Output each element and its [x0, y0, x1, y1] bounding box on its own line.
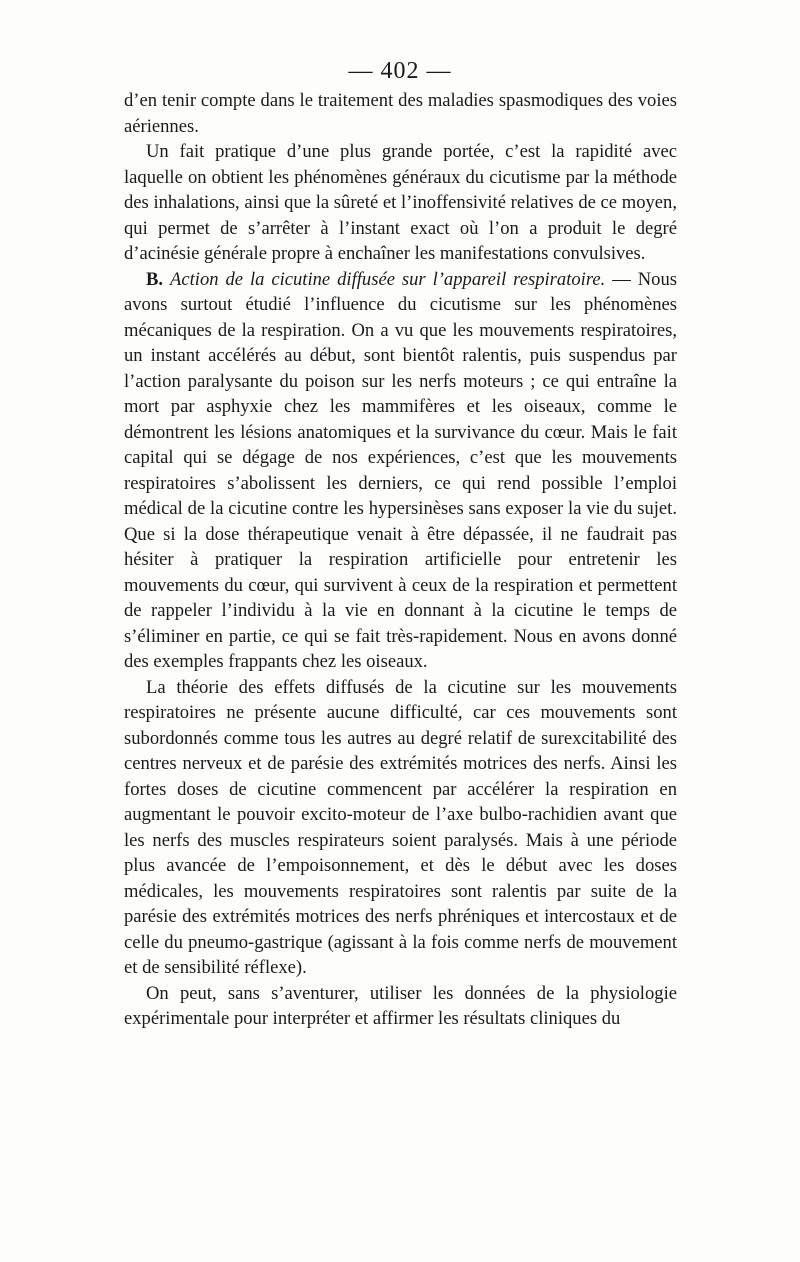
paragraph-continuation: d’en tenir compte dans le traitement des maladies spasmodiques des voies aériennes. [124, 90, 677, 137]
paragraph-physiology: On peut, sans s’aventurer, utiliser les données de la physiologie expérimentale pour interpréter et affirmer les résultats cliniques du [124, 982, 677, 1029]
section-heading: Action de la cicutine diffusée sur l’appareil respiratoire. [170, 268, 606, 290]
page-number: — 402 — [348, 58, 452, 84]
paragraph-section-b [124, 267, 677, 675]
paragraph-inhalations: Un fait pratique d’une plus grande portée, c’est la rapidité avec laquelle on obtient les phénomènes généraux du cicutisme par la méthode des inhalations, ainsi que la sûreté et l’inoffensivité relatives de ce moyen, qui permet de s’arrêter à l’instant exact où l’on a produit le degré d’acinésie générale propre à enchaîner les manifestations convulsives. [124, 141, 677, 264]
section-body: — Nous avons surtout étudié l’influence du cicutisme sur les phénomènes mécaniques de la respiration. On a vu que les mouvements respiratoires, un instant accélérés au début, sont bientôt ralentis, puis suspendus par l’action paralysante du poison sur les nerfs moteurs ; ce qui entraîne la mort par asphyxie chez les mammifères et les oiseaux, comme le démontrent les lésions anatomiques et la survivance du cœur. Mais le fait capital qui se dégage de nos expériences, c’est que les mouvements respiratoires s’abolissent les derniers, ce qui rend possible l’emploi médical de la cicutine contre les hypersinèses sans exposer la vie du sujet. Que si la dose thérapeutique venait à être dépassée, il ne faudrait pas hésiter à pratiquer la respiration artificielle pour entretenir les mouvements du cœur, qui survivent à ceux de la respiration et permettent de rappeler l’individu à la vie en donnant à la cicutine le temps de s’éliminer en partie, ce qui se fait très-rapidement. Nous en avons donné des exemples frappants chez les oiseaux. [124, 268, 677, 672]
paragraph-theory: La théorie des effets diffusés de la cicutine sur les mouvements respiratoires ne présente aucune difficulté, car ces mouvements sont subordonnés comme tous les autres au degré relatif de surexcitabilité des centres nerveux et de parésie des extrémités motrices des nerfs. Ainsi les fortes doses de cicutine commencent par accélérer la respiration en augmentant le pouvoir excito-moteur de l’axe bulbo-rachidien avant que les nerfs des muscles respirateurs soient paralysés. Mais à une période plus avancée de l’empoisonnement, et dès le début avec les doses médicales, les mouvements respiratoires sont ralentis par suite de la parésie des extrémités motrices des nerfs phréniques et intercostaux et de celle du pneumo-gastrique (agissant à la fois comme nerfs de mouvement et de sensibilité réflexe). [124, 676, 677, 978]
section-label: B. [146, 268, 164, 290]
body-text [124, 88, 677, 1032]
